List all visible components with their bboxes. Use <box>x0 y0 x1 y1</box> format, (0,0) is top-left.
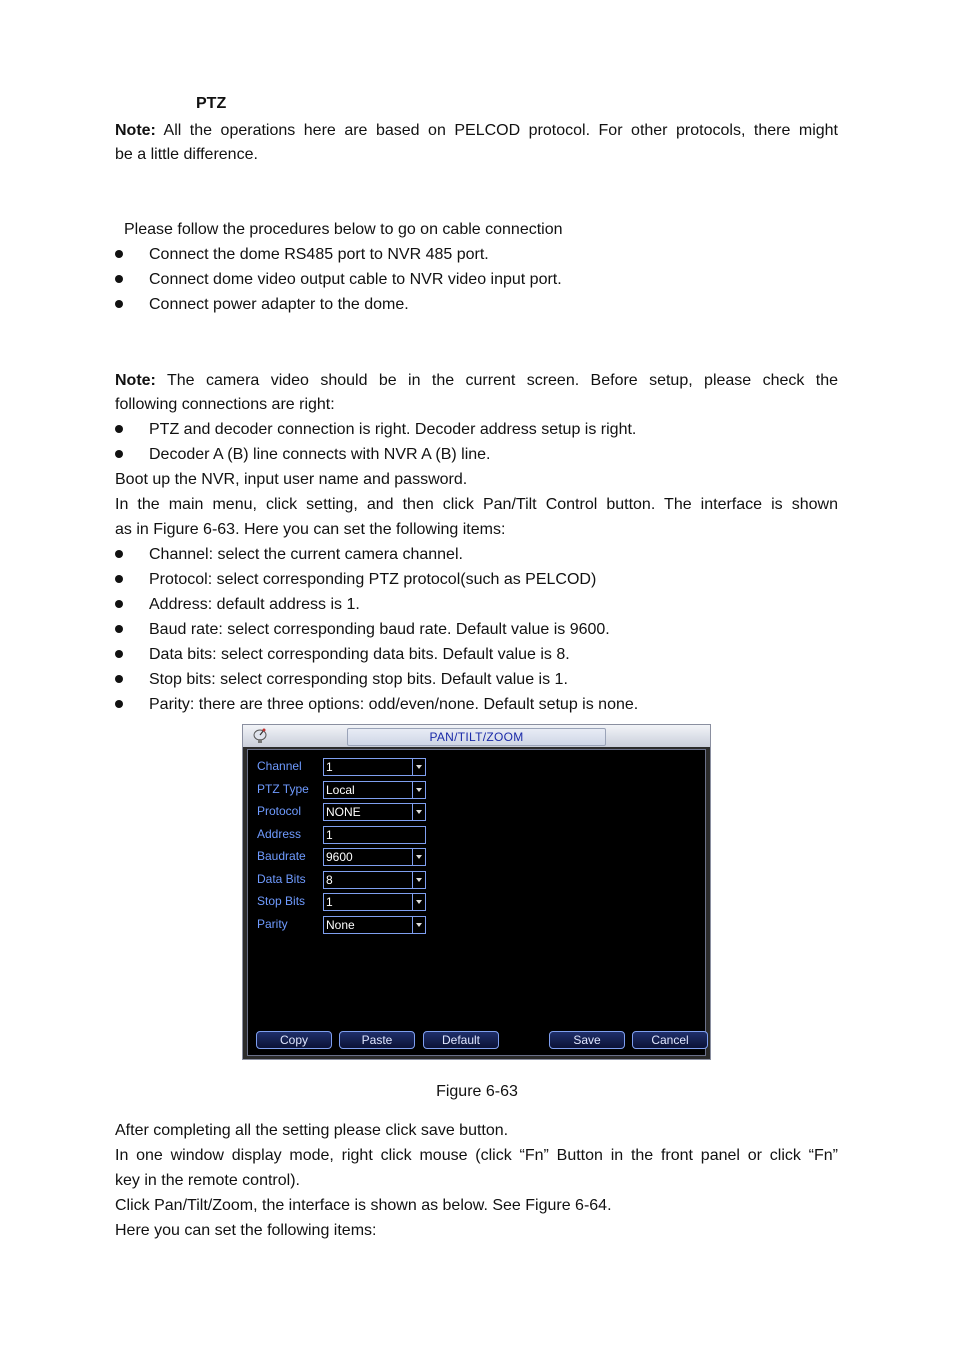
after-line5: Here you can set the following items: <box>115 1222 377 1239</box>
bullet-icon <box>115 625 123 633</box>
data-bits-label: Data Bits <box>257 872 306 886</box>
list-item: Decoder A (B) line connects with NVR A (B) line. <box>115 442 490 467</box>
copy-button[interactable]: Copy <box>256 1031 332 1049</box>
note1-label: Note: <box>115 122 156 139</box>
list-item: Channel: select the current camera channel. <box>115 542 463 567</box>
cable-intro: Please follow the procedures below to go on cable connection <box>124 221 563 238</box>
after-line1: After completing all the setting please click save button. <box>115 1122 509 1139</box>
bullet-icon <box>115 575 123 583</box>
chevron-down-icon[interactable] <box>412 804 425 820</box>
baudrate-label: Baudrate <box>257 849 306 863</box>
parity-select[interactable]: None <box>323 916 426 934</box>
bullet-icon <box>115 275 123 283</box>
data-bits-select[interactable]: 8 <box>323 871 426 889</box>
note2-label: Note: <box>115 372 156 389</box>
protocol-label: Protocol <box>257 804 302 818</box>
mainmenu-line1: In the main menu, click setting, and then click Pan/Tilt Control button. The interface is shown <box>115 496 838 513</box>
satellite-dish-icon <box>251 727 269 745</box>
bullet-icon <box>115 650 123 658</box>
chevron-down-icon[interactable] <box>412 872 425 888</box>
mainmenu-line2: as in Figure 6-63. Here you can set the following items: <box>115 521 506 538</box>
address-label: Address <box>257 827 302 841</box>
chevron-down-icon[interactable] <box>412 782 425 798</box>
ptz-type-label: PTZ Type <box>257 782 309 796</box>
stop-bits-label: Stop Bits <box>257 894 306 908</box>
after-line3: key in the remote control). <box>115 1172 300 1189</box>
bullet-icon <box>115 250 123 258</box>
chevron-down-icon[interactable] <box>412 894 425 910</box>
protocol-select[interactable]: NONE <box>323 803 426 821</box>
bullet-icon <box>115 700 123 708</box>
ptz-type-select[interactable]: Local <box>323 781 426 799</box>
list-item: Stop bits: select corresponding stop bits. Default value is 1. <box>115 667 568 692</box>
after-line2: In one window display mode, right click mouse (click “Fn” Button in the front panel or click “Fn” <box>115 1147 838 1164</box>
figure-caption: Figure 6-63 <box>436 1083 518 1100</box>
note1-line2: be a little difference. <box>115 146 258 163</box>
dialog-title: PAN/TILT/ZOOM <box>347 728 606 746</box>
note2-text: The camera video should be in the current screen. Before setup, please check the <box>167 372 839 389</box>
bullet-icon <box>115 550 123 558</box>
address-input[interactable]: 1 <box>323 826 426 844</box>
channel-label: Channel <box>257 759 302 773</box>
list-item: Address: default address is 1. <box>115 592 360 617</box>
ptz-dialog <box>242 724 711 1060</box>
list-item: Protocol: select corresponding PTZ protocol(such as PELCOD) <box>115 567 596 592</box>
note1-text: All the operations here are based on PELCOD protocol. For other protocols, there might <box>163 122 838 139</box>
bullet-icon <box>115 450 123 458</box>
list-item: Parity: there are three options: odd/even/none. Default setup is none. <box>115 692 638 717</box>
chevron-down-icon[interactable] <box>412 917 425 933</box>
list-item: Connect the dome RS485 port to NVR 485 port. <box>115 242 489 267</box>
bullet-icon <box>115 675 123 683</box>
save-button[interactable]: Save <box>549 1031 625 1049</box>
bullet-icon <box>115 425 123 433</box>
dialog-titlebar <box>243 725 710 747</box>
chevron-down-icon[interactable] <box>412 759 425 775</box>
note2-line2: following connections are right: <box>115 396 335 413</box>
baudrate-select[interactable]: 9600 <box>323 848 426 866</box>
dialog-body <box>247 749 706 1056</box>
boot-text: Boot up the NVR, input user name and password. <box>115 471 468 488</box>
cancel-button[interactable]: Cancel <box>632 1031 708 1049</box>
bullet-icon <box>115 600 123 608</box>
parity-label: Parity <box>257 917 288 931</box>
list-item: Baud rate: select corresponding baud rate. Default value is 9600. <box>115 617 610 642</box>
stop-bits-select[interactable]: 1 <box>323 893 426 911</box>
list-item: Data bits: select corresponding data bits. Default value is 8. <box>115 642 570 667</box>
channel-select[interactable]: 1 <box>323 758 426 776</box>
list-item: Connect power adapter to the dome. <box>115 292 409 317</box>
list-item: Connect dome video output cable to NVR video input port. <box>115 267 562 292</box>
paste-button[interactable]: Paste <box>339 1031 415 1049</box>
bullet-icon <box>115 300 123 308</box>
after-line4: Click Pan/Tilt/Zoom, the interface is shown as below. See Figure 6-64. <box>115 1197 612 1214</box>
note2-line1 <box>115 368 838 393</box>
chevron-down-icon[interactable] <box>412 849 425 865</box>
list-item: PTZ and decoder connection is right. Decoder address setup is right. <box>115 417 636 442</box>
section-title: PTZ <box>196 95 227 112</box>
note1-line1 <box>115 118 838 143</box>
default-button[interactable]: Default <box>423 1031 499 1049</box>
